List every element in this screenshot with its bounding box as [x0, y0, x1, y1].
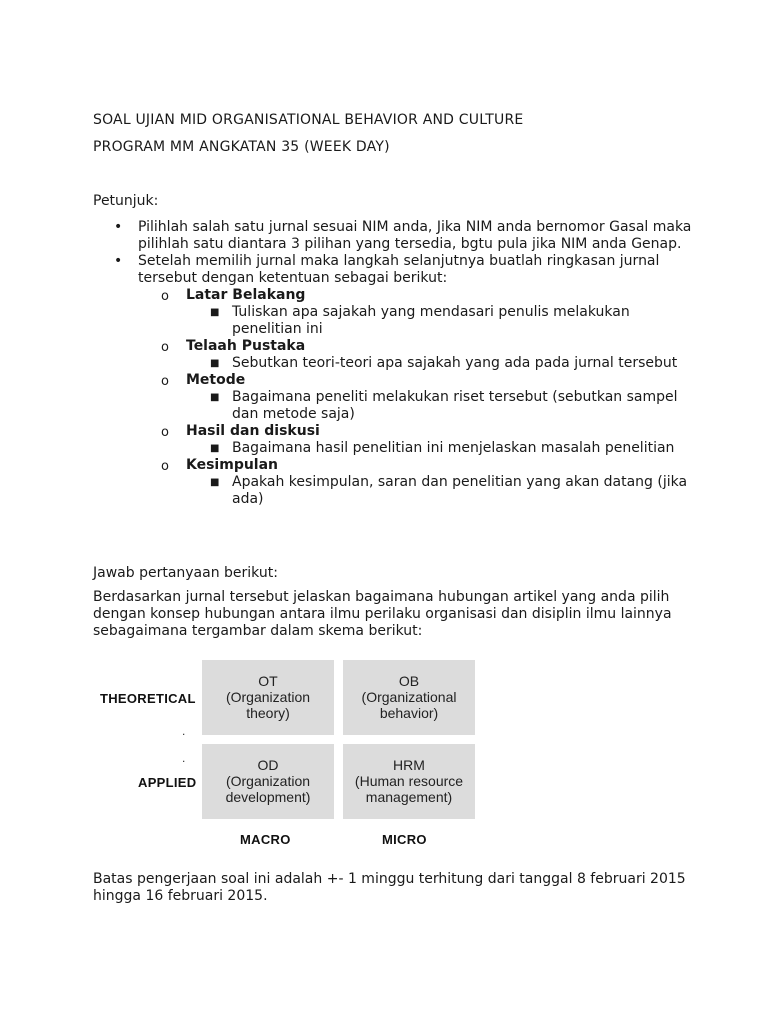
bullet-text: Setelah memilih jurnal maka langkah selanjutnya buatlah ringkasan jurnal tersebut dengan ketentuan sebagai berikut:	[138, 253, 660, 286]
row-label-applied: APPLIED	[138, 775, 197, 790]
question-body: Berdasarkan jurnal tersebut jelaskan bagaimana hubungan artikel yang anda pilih dengan konsep hubungan antara ilmu perilaku organisasi dan disiplin ilmu lainnya sebagaimana tergambar dalam skema berikut:	[93, 589, 672, 639]
circle-bullet-icon: o	[161, 289, 169, 304]
bullet-item	[114, 219, 694, 253]
cell-hrm: HRM (Human resource management)	[343, 744, 475, 819]
cell-ob: OB (Organizational behavior)	[343, 660, 475, 735]
deadline-text: Batas pengerjaan soal ini adalah +- 1 minggu terhitung dari tanggal 8 februari 2015 hingga 16 februari 2015.	[93, 871, 686, 904]
exam-title: SOAL UJIAN MID ORGANISATIONAL BEHAVIOR AND CULTURE	[93, 112, 524, 128]
program-title: PROGRAM MM ANGKATAN 35 (WEEK DAY)	[93, 139, 390, 155]
bullet-icon: •	[114, 219, 123, 235]
square-bullet-icon: ■	[210, 477, 220, 488]
bullet-icon: •	[114, 253, 123, 269]
bullet-item	[114, 253, 694, 287]
section-detail: ■ Apakah kesimpulan, saran dan penelitian yang akan datang (jika ada)	[210, 474, 688, 507]
dot-mark: .	[182, 724, 186, 738]
instructions-list	[114, 219, 694, 508]
circle-bullet-icon: o	[161, 459, 169, 474]
section-detail: ■ Bagaimana peneliti melakukan riset tersebut (sebutkan sampel dan metode saja)	[210, 389, 678, 422]
cell-ot: OT (Organization theory)	[202, 660, 334, 735]
section-heading: o Metode	[161, 372, 246, 389]
circle-bullet-icon: o	[161, 425, 169, 440]
row-label-theoretical: THEORETICAL	[100, 691, 196, 706]
section-heading: o Hasil dan diskusi	[161, 423, 320, 440]
bullet-text: Pilihlah salah satu jurnal sesuai NIM anda, Jika NIM anda bernomor Gasal maka pilihlah satu diantara 3 pilihan yang tersedia, bgtu pula jika NIM anda Genap.	[138, 219, 692, 252]
ob-scheme-diagram	[100, 660, 480, 850]
square-bullet-icon: ■	[210, 392, 220, 403]
square-bullet-icon: ■	[210, 307, 220, 318]
circle-bullet-icon: o	[161, 374, 169, 389]
cell-od: OD (Organization development)	[202, 744, 334, 819]
instructions-label: Petunjuk:	[93, 193, 159, 209]
section-heading: o Telaah Pustaka	[161, 338, 306, 355]
col-label-micro: MICRO	[382, 832, 427, 847]
col-label-macro: MACRO	[240, 832, 291, 847]
section-heading: o Kesimpulan	[161, 457, 279, 474]
section-detail: ■ Bagaimana hasil penelitian ini menjelaskan masalah penelitian	[210, 440, 675, 456]
dot-mark: .	[182, 751, 186, 765]
section-heading: o Latar Belakang	[161, 287, 306, 304]
square-bullet-icon: ■	[210, 443, 220, 454]
square-bullet-icon: ■	[210, 358, 220, 369]
section-detail: ■ Tuliskan apa sajakah yang mendasari penulis melakukan penelitian ini	[210, 304, 630, 337]
section-detail: ■ Sebutkan teori-teori apa sajakah yang ada pada jurnal tersebut	[210, 355, 678, 371]
circle-bullet-icon: o	[161, 340, 169, 355]
question-intro: Jawab pertanyaan berikut:	[93, 565, 278, 581]
